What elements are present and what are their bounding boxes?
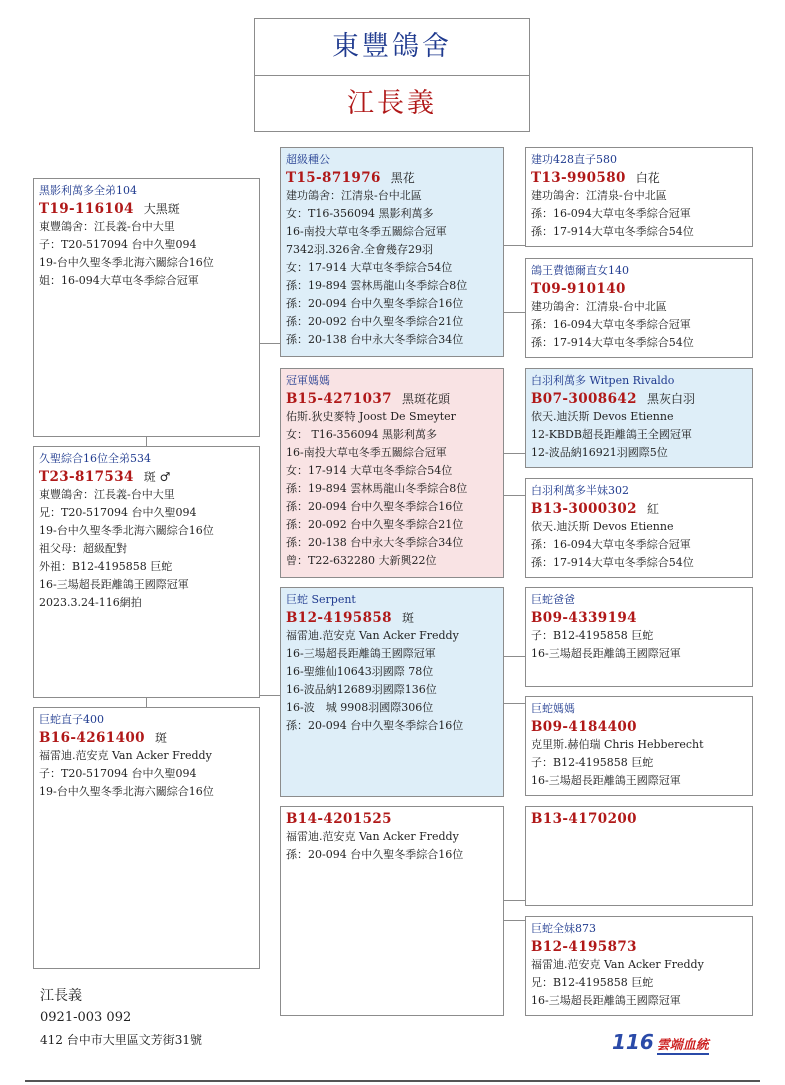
card-title: 鴿王費德爾直女140	[531, 264, 629, 277]
dam-card	[280, 368, 504, 578]
card-line: 孫：20-092 台中久聖冬季綜合21位	[286, 315, 464, 328]
card-line: 子：T20-517094 台中久聖094	[39, 238, 197, 251]
card-line: 孫：17-914大草屯冬季綜合54位	[531, 225, 694, 238]
sibling-card	[33, 446, 260, 698]
pedigree-header	[254, 18, 530, 132]
card-line: 外祖：B12-4195858 巨蛇	[39, 560, 173, 573]
plumage-color: 白花	[635, 171, 660, 185]
ring-number: B12-4195873	[531, 939, 637, 955]
connector	[260, 695, 280, 696]
card-line: 19-台中久聖冬季北海六關綜合16位	[39, 785, 214, 798]
plumage-color: 黑斑花頭	[401, 392, 450, 406]
mate-card	[33, 707, 260, 969]
mate-sire-dam-card	[525, 696, 753, 796]
card-title: 巨蛇直子400	[39, 713, 104, 726]
ring-number: B13-3000302 紅	[531, 501, 659, 517]
card-line: 孫：20-094 台中久聖冬季綜合16位	[286, 848, 464, 861]
card-line: 兄：T20-517094 台中久聖094	[39, 506, 197, 519]
connector	[504, 312, 525, 313]
card-line: 16-南投大草屯冬季五關綜合冠軍	[286, 225, 447, 238]
connector	[146, 698, 147, 707]
plumage-color: 大黑斑	[143, 202, 180, 216]
plumage-color: 斑	[154, 731, 167, 745]
card-line: 16-三場超長距離鴿王國際冠軍	[39, 578, 189, 591]
card-line: 依天.迪沃斯 Devos Etienne	[531, 520, 674, 533]
connector	[260, 343, 280, 344]
mate-sire-card	[280, 587, 504, 797]
card-line: 福雷迪.范安克 Van Acker Freddy	[286, 830, 459, 843]
contact-phone: 0921-003 092	[40, 1010, 132, 1025]
card-line: 姐：16-094大草屯冬季綜合冠軍	[39, 274, 199, 287]
card-line: 子：B12-4195858 巨蛇	[531, 629, 654, 642]
card-line: 12-波品納16921羽國際5位	[531, 446, 668, 459]
card-line: 16-波 城 9908羽國際306位	[286, 701, 434, 714]
brand-logo	[612, 1030, 709, 1054]
card-line: 子：B12-4195858 巨蛇	[531, 756, 654, 769]
card-line: 孫：20-094 台中久聖冬季綜合16位	[286, 500, 464, 513]
card-line: 福雷迪.范安克 Van Acker Freddy	[39, 749, 212, 762]
card-line: 16-三場超長距離鴿王國際冠軍	[531, 647, 681, 660]
card-line: 女：T16-356094 黑影利萬多	[286, 207, 434, 220]
sire-card	[280, 147, 504, 357]
card-line: 克里斯.赫伯瑞 Chris Hebberecht	[531, 738, 704, 751]
ring-number: B15-4271037 黑斑花頭	[286, 391, 450, 407]
card-line: 佑斯.狄史麥特 Joost De Smeyter	[286, 410, 456, 423]
card-line: 孫：20-094 台中久聖冬季綜合16位	[286, 719, 464, 732]
connector	[504, 920, 525, 921]
ring-number: B12-4195858 斑	[286, 610, 414, 626]
card-line: 福雷迪.范安克 Van Acker Freddy	[286, 629, 459, 642]
plumage-color: 斑 ♂	[143, 470, 171, 484]
ring-number: B09-4339194	[531, 610, 637, 626]
card-line: 東豐鴿舍：江長義-台中大里	[39, 220, 175, 233]
ring-number: B14-4201525	[286, 811, 392, 827]
card-title: 巨蛇全妹873	[531, 922, 596, 935]
dam-sire-card	[525, 368, 753, 468]
card-line: 16-三場超長距離鴿王國際冠軍	[531, 994, 681, 1007]
card-line: 子：T20-517094 台中久聖094	[39, 767, 197, 780]
card-title: 白羽利萬多半妹302	[531, 484, 629, 497]
logo-text: 雲端血統	[656, 1038, 709, 1053]
kennel-name: 東豐鴿舍	[255, 19, 529, 76]
connector	[146, 437, 147, 446]
card-line: 孫：20-138 台中永大冬季綜合34位	[286, 536, 464, 549]
card-line: 19-台中久聖冬季北海六關綜合16位	[39, 524, 214, 537]
plumage-color: 紅	[646, 502, 659, 516]
card-line: 16-三場超長距離鴿王國際冠軍	[286, 647, 436, 660]
card-title: 巨蛇媽媽	[531, 702, 575, 715]
card-title: 久聖綜合16位全弟534	[39, 452, 151, 465]
ring-number: T23-817534 斑 ♂	[39, 469, 171, 485]
mate-sire-sire-card	[525, 587, 753, 687]
mate-dam-dam-card	[525, 916, 753, 1016]
card-title: 白羽利萬多 Witpen Rivaldo	[531, 374, 675, 387]
card-line: 孫：17-914大草屯冬季綜合54位	[531, 556, 694, 569]
card-line: 16-波品納12689羽國際136位	[286, 683, 437, 696]
logo-number: 116	[612, 1030, 654, 1054]
card-line: 曾：T22-632280 大新興22位	[286, 554, 437, 567]
card-line: 孫：20-138 台中永大冬季綜合34位	[286, 333, 464, 346]
card-line: 東豐鴿舍：江長義-台中大里	[39, 488, 175, 501]
card-line: 女： T16-356094 黑影利萬多	[286, 428, 438, 441]
card-line: 7342羽.326舍.全會幾存29羽	[286, 243, 433, 256]
card-title: 超級種公	[286, 153, 330, 166]
connector	[504, 656, 525, 657]
sire-dam-card	[525, 258, 753, 358]
card-line: 孫：16-094大草屯冬季綜合冠軍	[531, 538, 691, 551]
card-line: 2023.3.24-116網拍	[39, 596, 142, 609]
card-line: 女：17-914 大草屯冬季綜合54位	[286, 261, 453, 274]
card-line: 16-南投大草屯冬季五關綜合冠軍	[286, 446, 447, 459]
ring-number: B09-4184400	[531, 719, 637, 735]
card-line: 兄：B12-4195858 巨蛇	[531, 976, 654, 989]
card-line: 建功鴿舍：江清泉-台中北區	[531, 189, 667, 202]
card-line: 16-三場超長距離鴿王國際冠軍	[531, 774, 681, 787]
card-line: 孫：20-094 台中久聖冬季綜合16位	[286, 297, 464, 310]
ring-number: T19-116104 大黑斑	[39, 201, 180, 217]
subject-card	[33, 178, 260, 437]
ring-number: T13-990580 白花	[531, 170, 660, 186]
contact-address: 412 台中市大里區文芳街31號	[40, 1033, 202, 1047]
connector	[504, 453, 525, 454]
connector	[504, 245, 525, 246]
card-line: 孫：19-894 雲林馬龍山冬季綜合8位	[286, 279, 468, 292]
ring-number: B13-4170200	[531, 811, 637, 827]
connector	[504, 495, 525, 496]
card-line: 依天.迪沃斯 Devos Etienne	[531, 410, 674, 423]
plumage-color: 黑灰白羽	[646, 392, 695, 406]
ring-number: B07-3008642 黑灰白羽	[531, 391, 695, 407]
card-line: 女：17-914 大草屯冬季綜合54位	[286, 464, 453, 477]
ring-number: B16-4261400 斑	[39, 730, 167, 746]
card-line: 16-聖維仙10643羽國際 78位	[286, 665, 434, 678]
card-title: 黑影利萬多全弟104	[39, 184, 137, 197]
ring-number: T15-871976 黑花	[286, 170, 415, 186]
card-line: 祖父母：超級配對	[39, 542, 127, 555]
connector	[504, 703, 525, 704]
card-title: 巨蛇 Serpent	[286, 593, 356, 606]
card-line: 孫：16-094大草屯冬季綜合冠軍	[531, 318, 691, 331]
contact-name: 江長義	[40, 988, 82, 1004]
owner-name: 江長義	[347, 88, 437, 119]
mate-dam-card	[280, 806, 504, 1016]
card-title: 建功428直子580	[531, 153, 617, 166]
plumage-color: 斑	[401, 611, 414, 625]
card-line: 建功鴿舍：江清泉-台中北區	[531, 300, 667, 313]
card-line: 建功鴿舍：江清泉-台中北區	[286, 189, 422, 202]
card-line: 孫：17-914大草屯冬季綜合54位	[531, 336, 694, 349]
card-line: 福雷迪.范安克 Van Acker Freddy	[531, 958, 704, 971]
owner-contact	[40, 985, 202, 1051]
bottom-divider	[25, 1080, 760, 1082]
card-line: 孫：20-092 台中久聖冬季綜合21位	[286, 518, 464, 531]
card-line: 孫：19-894 雲林馬龍山冬季綜合8位	[286, 482, 468, 495]
mate-dam-sire-card	[525, 806, 753, 906]
connector	[504, 900, 525, 901]
card-line: 孫：16-094大草屯冬季綜合冠軍	[531, 207, 691, 220]
sire-sire-card	[525, 147, 753, 247]
plumage-color: 黑花	[390, 171, 415, 185]
card-title: 巨蛇爸爸	[531, 593, 575, 606]
card-line: 12-KBDB超長距離鴿王全國冠軍	[531, 428, 692, 441]
card-line: 19-台中久聖冬季北海六關綜合16位	[39, 256, 214, 269]
ring-number: T09-910140	[531, 281, 626, 297]
card-title: 冠軍媽媽	[286, 374, 330, 387]
dam-dam-card	[525, 478, 753, 578]
